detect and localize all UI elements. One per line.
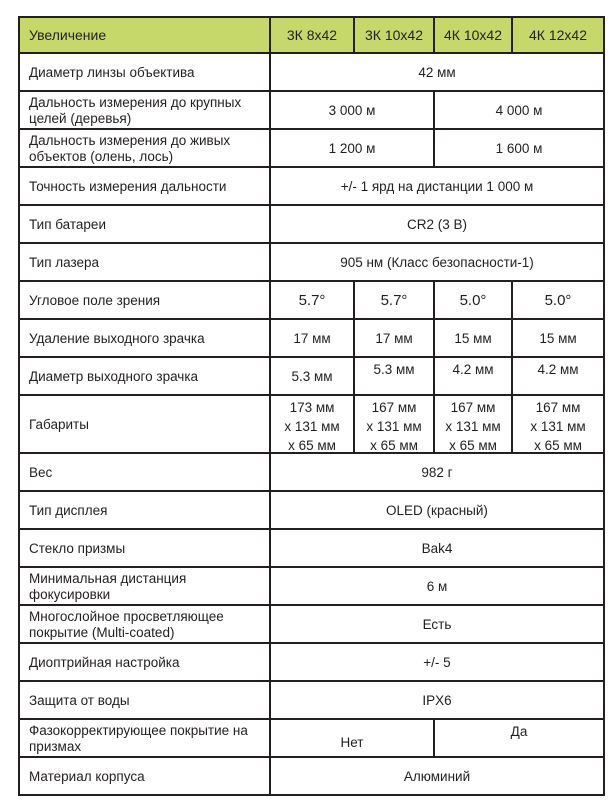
row-label: Защита от воды xyxy=(19,681,270,719)
row-label: Вес xyxy=(19,453,270,491)
row-value xyxy=(512,395,604,453)
row-label: Тип лазера xyxy=(19,243,270,281)
row-label xyxy=(19,719,270,757)
row-value xyxy=(354,395,434,453)
dim-line: x 131 мм xyxy=(530,419,586,434)
row-label: Диоптрийная настройка xyxy=(19,643,270,681)
row-value: 5.7° xyxy=(270,281,354,319)
row-value: 6 м xyxy=(270,567,604,605)
row-value: 5.3 мм xyxy=(270,357,354,395)
row-eye-relief xyxy=(19,319,604,357)
row-range-live xyxy=(19,129,604,167)
header-row xyxy=(19,17,604,53)
row-value-4k: 1 600 м xyxy=(434,129,604,167)
row-value: 15 мм xyxy=(512,319,604,357)
row-label xyxy=(19,567,270,605)
row-value: +/- 1 ярд на дистанции 1 000 м xyxy=(270,167,604,205)
row-field-of-view xyxy=(19,281,604,319)
row-value: +/- 5 xyxy=(270,643,604,681)
row-value: CR2 (3 В) xyxy=(270,205,604,243)
row-value: 5.0° xyxy=(512,281,604,319)
dim-line: 167 мм xyxy=(535,400,581,415)
row-value: 905 нм (Класс безопасности-1) xyxy=(270,243,604,281)
row-label: Точность измерения дальности xyxy=(19,167,270,205)
row-waterproof xyxy=(19,681,604,719)
row-value xyxy=(434,395,512,453)
row-value-4k: 4 000 м xyxy=(434,91,604,129)
row-laser xyxy=(19,243,604,281)
dim-line: x 131 мм xyxy=(284,419,340,434)
row-label: Диаметр линзы объектива xyxy=(19,53,270,91)
dimensions-3k-8x42 xyxy=(273,398,351,450)
row-value xyxy=(270,395,354,453)
row-value: 15 мм xyxy=(434,319,512,357)
row-lens-diameter xyxy=(19,53,604,91)
row-label xyxy=(19,129,270,167)
row-label xyxy=(19,605,270,643)
row-value: OLED (красный) xyxy=(270,491,604,529)
row-label: Тип батареи xyxy=(19,205,270,243)
row-value-3k: 1 200 м xyxy=(270,129,434,167)
model-4k-12x42: 4К 12x42 xyxy=(512,17,604,53)
row-value: 42 мм xyxy=(270,53,604,91)
row-value: 5.0° xyxy=(434,281,512,319)
row-battery xyxy=(19,205,604,243)
dimensions-4k-12x42 xyxy=(515,398,601,450)
row-prism-glass xyxy=(19,529,604,567)
row-coating xyxy=(19,605,604,643)
dim-line: x 65 мм xyxy=(534,438,582,450)
row-value-3k: Нет xyxy=(270,719,434,757)
row-value: 17 мм xyxy=(354,319,434,357)
spec-table xyxy=(18,16,605,796)
row-accuracy xyxy=(19,167,604,205)
row-weight xyxy=(19,453,604,491)
row-range-large xyxy=(19,91,604,129)
row-diopter xyxy=(19,643,604,681)
row-label-text: Дальность измерения до крупных целей (деревья) xyxy=(29,95,242,126)
row-label-text: Многослойное просветляющее покрытие (Multi-coated) xyxy=(29,609,224,640)
dim-line: 173 мм xyxy=(289,400,335,415)
model-4k-10x42: 4К 10x42 xyxy=(434,17,512,53)
header-label: Увеличение xyxy=(19,17,270,53)
row-exit-pupil xyxy=(19,357,604,395)
dim-line: x 131 мм xyxy=(445,419,501,434)
dim-line: x 65 мм xyxy=(449,438,497,450)
row-label: Диаметр выходного зрачка xyxy=(19,357,270,395)
row-label xyxy=(19,91,270,129)
row-phase-coating xyxy=(19,719,604,757)
row-label: Тип дисплея xyxy=(19,491,270,529)
dim-line: x 131 мм xyxy=(366,419,422,434)
row-label: Удаление выходного зрачка xyxy=(19,319,270,357)
row-display xyxy=(19,491,604,529)
row-value: Bak4 xyxy=(270,529,604,567)
dim-line: 167 мм xyxy=(371,400,417,415)
dim-line: x 65 мм xyxy=(288,438,336,450)
row-body-material xyxy=(19,757,604,795)
row-label-text: Дальность измерения до живых объектов (олень, лось) xyxy=(29,133,231,164)
dimensions-3k-10x42 xyxy=(357,398,431,450)
model-3k-10x42: 3К 10x42 xyxy=(354,17,434,53)
model-3k-8x42: 3К 8x42 xyxy=(270,17,354,53)
row-value: 982 г xyxy=(270,453,604,491)
row-value: Есть xyxy=(270,605,604,643)
dim-line: 167 мм xyxy=(450,400,496,415)
row-dimensions xyxy=(19,395,604,453)
row-label: Угловое поле зрения xyxy=(19,281,270,319)
row-label-text: Фазокорректирующее покрытие на призмах xyxy=(29,723,248,754)
row-value: Алюминий xyxy=(270,757,604,795)
row-label: Стекло призмы xyxy=(19,529,270,567)
row-value: 4.2 мм xyxy=(434,357,512,395)
row-value: 17 мм xyxy=(270,319,354,357)
dimensions-4k-10x42 xyxy=(437,398,509,450)
row-value: 5.7° xyxy=(354,281,434,319)
row-value: 4.2 мм xyxy=(512,357,604,395)
row-value: IPX6 xyxy=(270,681,604,719)
row-value-3k: 3 000 м xyxy=(270,91,434,129)
row-value: 5.3 мм xyxy=(354,357,434,395)
row-value-4k: Да xyxy=(434,719,604,757)
row-label: Габариты xyxy=(19,395,270,453)
row-min-focus xyxy=(19,567,604,605)
row-label: Материал корпуса xyxy=(19,757,270,795)
dim-line: x 65 мм xyxy=(370,438,418,450)
row-label-text: Минимальная дистанция фокусировки xyxy=(29,571,187,602)
